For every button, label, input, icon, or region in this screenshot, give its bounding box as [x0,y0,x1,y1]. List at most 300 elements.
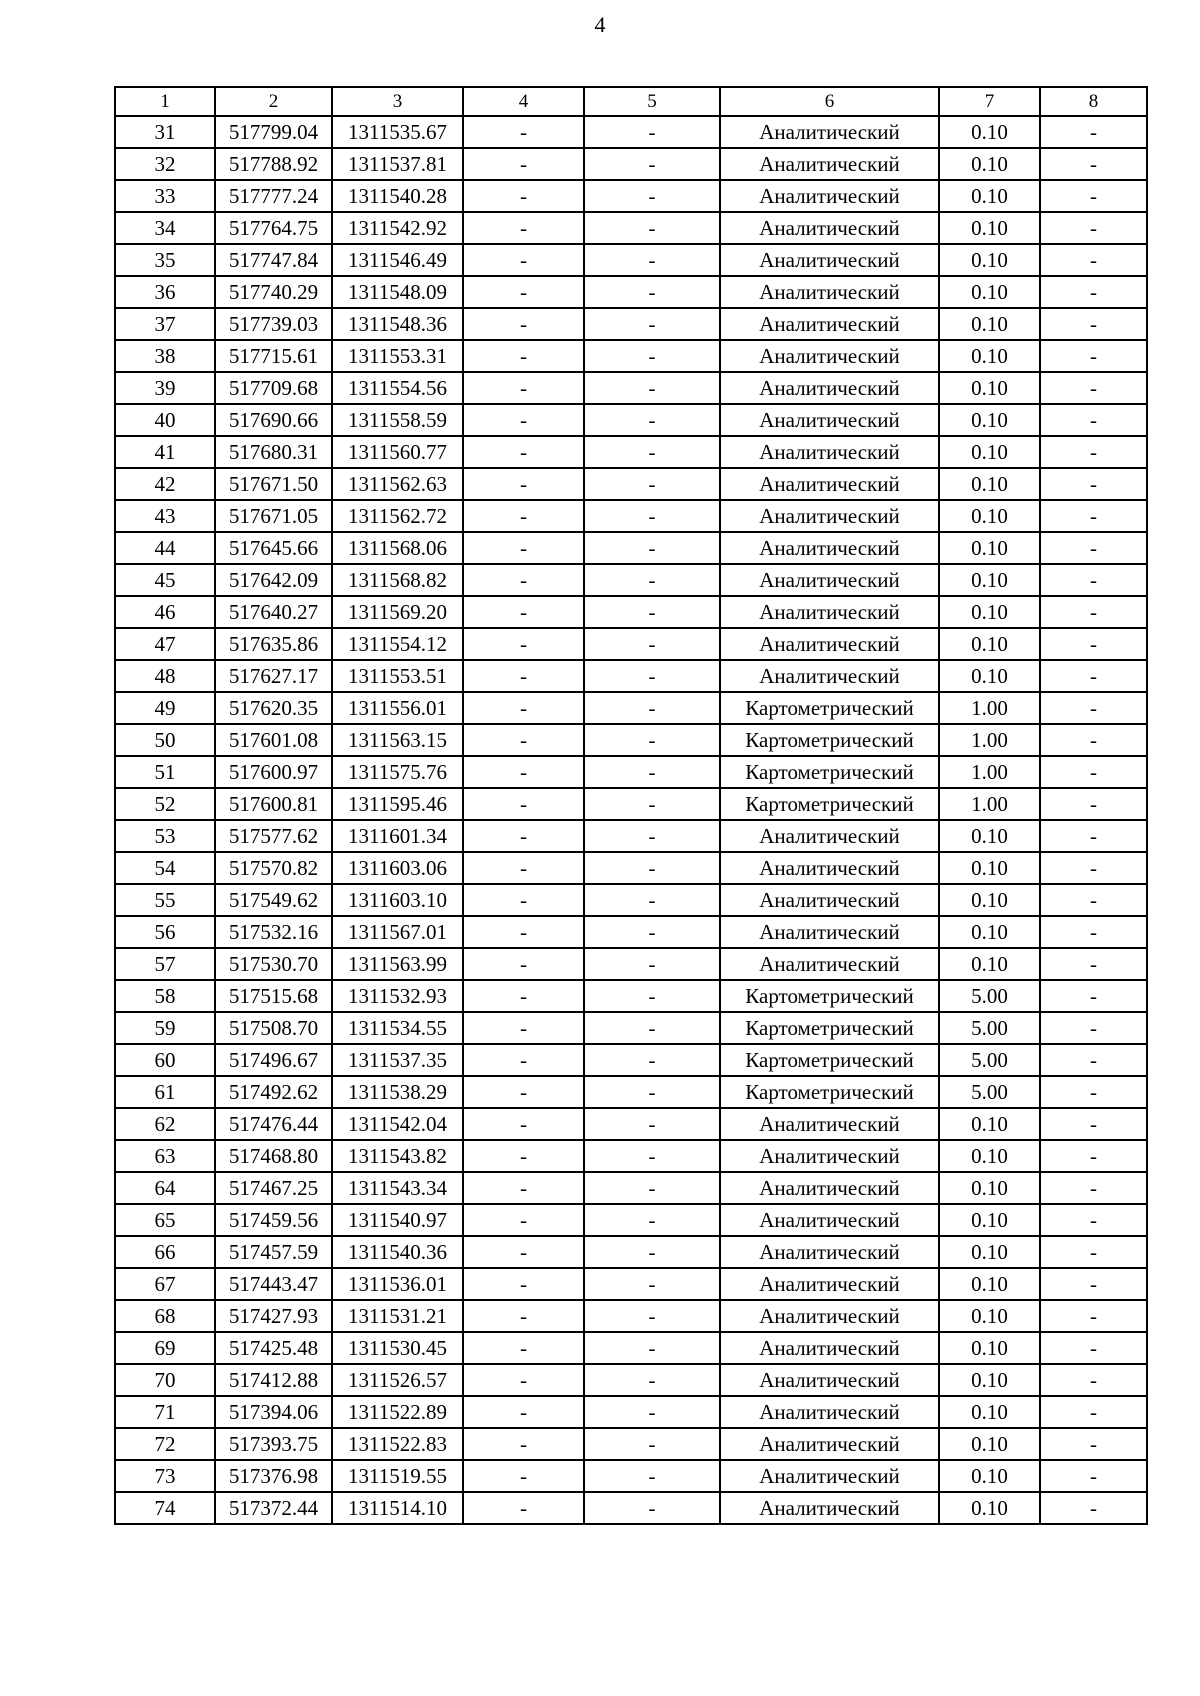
table-row [115,180,1147,212]
column-5-cell: - [584,852,720,884]
point-number-cell: 65 [115,1204,215,1236]
y-coordinate-cell: 1311568.82 [332,564,463,596]
column-4-cell: - [463,724,584,756]
y-coordinate-cell: 1311558.59 [332,404,463,436]
table-row [115,1428,1147,1460]
table-row [115,1236,1147,1268]
point-number-cell: 55 [115,884,215,916]
method-cell: Аналитический [720,148,939,180]
table-row [115,1044,1147,1076]
y-coordinate-cell: 1311603.06 [332,852,463,884]
table-row [115,756,1147,788]
column-5-cell: - [584,148,720,180]
column-5-cell: - [584,916,720,948]
column-8-cell: - [1040,1300,1147,1332]
x-coordinate-cell: 517515.68 [215,980,332,1012]
column-8-cell: - [1040,276,1147,308]
y-coordinate-cell: 1311542.92 [332,212,463,244]
y-coordinate-cell: 1311514.10 [332,1492,463,1524]
x-coordinate-cell: 517740.29 [215,276,332,308]
point-number-cell: 58 [115,980,215,1012]
x-coordinate-cell: 517476.44 [215,1108,332,1140]
x-coordinate-cell: 517492.62 [215,1076,332,1108]
column-4-cell: - [463,1268,584,1300]
y-coordinate-cell: 1311535.67 [332,116,463,148]
accuracy-cell: 0.10 [939,1140,1040,1172]
column-8-cell: - [1040,1364,1147,1396]
column-4-cell: - [463,1204,584,1236]
column-8-cell: - [1040,628,1147,660]
method-cell: Аналитический [720,1236,939,1268]
column-5-cell: - [584,468,720,500]
point-number-cell: 36 [115,276,215,308]
accuracy-cell: 0.10 [939,948,1040,980]
y-coordinate-cell: 1311563.15 [332,724,463,756]
table-row [115,404,1147,436]
method-cell: Аналитический [720,1332,939,1364]
table-row [115,148,1147,180]
table-row [115,1300,1147,1332]
x-coordinate-cell: 517645.66 [215,532,332,564]
y-coordinate-cell: 1311543.34 [332,1172,463,1204]
accuracy-cell: 1.00 [939,724,1040,756]
point-number-cell: 44 [115,532,215,564]
table-row [115,1204,1147,1236]
x-coordinate-cell: 517549.62 [215,884,332,916]
x-coordinate-cell: 517601.08 [215,724,332,756]
y-coordinate-cell: 1311519.55 [332,1460,463,1492]
column-5-cell: - [584,980,720,1012]
table-row [115,660,1147,692]
y-coordinate-cell: 1311553.31 [332,340,463,372]
y-coordinate-cell: 1311568.06 [332,532,463,564]
column-5-cell: - [584,948,720,980]
accuracy-cell: 0.10 [939,1332,1040,1364]
point-number-cell: 53 [115,820,215,852]
table-row [115,1076,1147,1108]
column-5-cell: - [584,372,720,404]
column-8-cell: - [1040,116,1147,148]
column-5-cell: - [584,244,720,276]
column-5-cell: - [584,500,720,532]
column-4-cell: - [463,948,584,980]
column-8-cell: - [1040,852,1147,884]
column-8-cell: - [1040,564,1147,596]
method-cell: Аналитический [720,340,939,372]
point-number-cell: 59 [115,1012,215,1044]
table-row [115,372,1147,404]
point-number-cell: 68 [115,1300,215,1332]
point-number-cell: 67 [115,1268,215,1300]
method-cell: Аналитический [720,116,939,148]
table-row [115,436,1147,468]
column-4-cell: - [463,340,584,372]
column-5-cell: - [584,1204,720,1236]
column-4-cell: - [463,788,584,820]
x-coordinate-cell: 517372.44 [215,1492,332,1524]
column-4-cell: - [463,276,584,308]
x-coordinate-cell: 517530.70 [215,948,332,980]
column-8-cell: - [1040,532,1147,564]
x-coordinate-cell: 517443.47 [215,1268,332,1300]
column-5-cell: - [584,1108,720,1140]
column-8-cell: - [1040,1428,1147,1460]
x-coordinate-cell: 517459.56 [215,1204,332,1236]
column-5-cell: - [584,1364,720,1396]
y-coordinate-cell: 1311562.72 [332,500,463,532]
accuracy-cell: 0.10 [939,820,1040,852]
method-cell: Картометрический [720,1044,939,1076]
y-coordinate-cell: 1311569.20 [332,596,463,628]
x-coordinate-cell: 517640.27 [215,596,332,628]
column-8-cell: - [1040,1044,1147,1076]
y-coordinate-cell: 1311562.63 [332,468,463,500]
y-coordinate-cell: 1311575.76 [332,756,463,788]
accuracy-cell: 0.10 [939,1460,1040,1492]
table-row [115,1140,1147,1172]
column-8-cell: - [1040,404,1147,436]
column-4-cell: - [463,660,584,692]
table-row [115,1492,1147,1524]
method-cell: Аналитический [720,596,939,628]
method-cell: Аналитический [720,1172,939,1204]
column-5-cell: - [584,1172,720,1204]
y-coordinate-cell: 1311543.82 [332,1140,463,1172]
y-coordinate-cell: 1311595.46 [332,788,463,820]
table-row [115,500,1147,532]
column-4-cell: - [463,980,584,1012]
column-5-cell: - [584,340,720,372]
x-coordinate-cell: 517412.88 [215,1364,332,1396]
point-number-cell: 63 [115,1140,215,1172]
accuracy-cell: 0.10 [939,532,1040,564]
column-5-cell: - [584,180,720,212]
column-5-cell: - [584,436,720,468]
accuracy-cell: 0.10 [939,1428,1040,1460]
column-header: 5 [584,87,720,116]
accuracy-cell: 0.10 [939,1268,1040,1300]
column-4-cell: - [463,1300,584,1332]
column-5-cell: - [584,1236,720,1268]
x-coordinate-cell: 517715.61 [215,340,332,372]
x-coordinate-cell: 517427.93 [215,1300,332,1332]
point-number-cell: 45 [115,564,215,596]
point-number-cell: 54 [115,852,215,884]
column-5-cell: - [584,212,720,244]
y-coordinate-cell: 1311531.21 [332,1300,463,1332]
accuracy-cell: 0.10 [939,1172,1040,1204]
method-cell: Аналитический [720,1428,939,1460]
x-coordinate-cell: 517577.62 [215,820,332,852]
column-8-cell: - [1040,1332,1147,1364]
y-coordinate-cell: 1311536.01 [332,1268,463,1300]
accuracy-cell: 5.00 [939,1044,1040,1076]
method-cell: Аналитический [720,244,939,276]
column-8-cell: - [1040,1236,1147,1268]
column-8-cell: - [1040,468,1147,500]
point-number-cell: 31 [115,116,215,148]
column-4-cell: - [463,500,584,532]
column-header: 4 [463,87,584,116]
column-8-cell: - [1040,980,1147,1012]
column-5-cell: - [584,1140,720,1172]
table-row [115,1364,1147,1396]
accuracy-cell: 0.10 [939,276,1040,308]
column-8-cell: - [1040,1396,1147,1428]
x-coordinate-cell: 517635.86 [215,628,332,660]
point-number-cell: 42 [115,468,215,500]
table-row [115,788,1147,820]
point-number-cell: 43 [115,500,215,532]
point-number-cell: 73 [115,1460,215,1492]
table-row [115,1012,1147,1044]
point-number-cell: 34 [115,212,215,244]
y-coordinate-cell: 1311534.55 [332,1012,463,1044]
x-coordinate-cell: 517627.17 [215,660,332,692]
method-cell: Аналитический [720,436,939,468]
column-5-cell: - [584,404,720,436]
point-number-cell: 33 [115,180,215,212]
column-4-cell: - [463,436,584,468]
column-4-cell: - [463,308,584,340]
x-coordinate-cell: 517788.92 [215,148,332,180]
table-row [115,980,1147,1012]
x-coordinate-cell: 517570.82 [215,852,332,884]
method-cell: Аналитический [720,1204,939,1236]
point-number-cell: 74 [115,1492,215,1524]
y-coordinate-cell: 1311560.77 [332,436,463,468]
column-4-cell: - [463,1460,584,1492]
accuracy-cell: 5.00 [939,1076,1040,1108]
coordinates-table [114,86,1148,1525]
point-number-cell: 38 [115,340,215,372]
column-5-cell: - [584,1012,720,1044]
table-row [115,276,1147,308]
method-cell: Аналитический [720,916,939,948]
column-5-cell: - [584,1428,720,1460]
column-8-cell: - [1040,340,1147,372]
column-5-cell: - [584,532,720,564]
table-row [115,468,1147,500]
column-8-cell: - [1040,596,1147,628]
x-coordinate-cell: 517425.48 [215,1332,332,1364]
column-4-cell: - [463,596,584,628]
column-5-cell: - [584,1492,720,1524]
x-coordinate-cell: 517671.05 [215,500,332,532]
accuracy-cell: 0.10 [939,1396,1040,1428]
point-number-cell: 48 [115,660,215,692]
column-8-cell: - [1040,1076,1147,1108]
column-header: 8 [1040,87,1147,116]
accuracy-cell: 5.00 [939,1012,1040,1044]
accuracy-cell: 0.10 [939,1108,1040,1140]
point-number-cell: 64 [115,1172,215,1204]
x-coordinate-cell: 517799.04 [215,116,332,148]
accuracy-cell: 0.10 [939,660,1040,692]
method-cell: Аналитический [720,212,939,244]
column-4-cell: - [463,1492,584,1524]
method-cell: Аналитический [720,532,939,564]
point-number-cell: 66 [115,1236,215,1268]
accuracy-cell: 0.10 [939,340,1040,372]
column-4-cell: - [463,532,584,564]
column-4-cell: - [463,1332,584,1364]
table-header-row [115,87,1147,116]
y-coordinate-cell: 1311537.81 [332,148,463,180]
column-8-cell: - [1040,692,1147,724]
method-cell: Аналитический [720,276,939,308]
column-8-cell: - [1040,1492,1147,1524]
method-cell: Аналитический [720,948,939,980]
x-coordinate-cell: 517394.06 [215,1396,332,1428]
column-8-cell: - [1040,180,1147,212]
column-8-cell: - [1040,820,1147,852]
column-8-cell: - [1040,916,1147,948]
accuracy-cell: 0.10 [939,468,1040,500]
accuracy-cell: 1.00 [939,692,1040,724]
point-number-cell: 40 [115,404,215,436]
column-4-cell: - [463,468,584,500]
column-5-cell: - [584,724,720,756]
point-number-cell: 47 [115,628,215,660]
column-5-cell: - [584,564,720,596]
column-5-cell: - [584,1268,720,1300]
method-cell: Аналитический [720,1268,939,1300]
x-coordinate-cell: 517508.70 [215,1012,332,1044]
column-4-cell: - [463,1364,584,1396]
column-4-cell: - [463,148,584,180]
table-row [115,340,1147,372]
y-coordinate-cell: 1311537.35 [332,1044,463,1076]
table-row [115,116,1147,148]
column-4-cell: - [463,1108,584,1140]
column-8-cell: - [1040,948,1147,980]
column-8-cell: - [1040,1108,1147,1140]
x-coordinate-cell: 517393.75 [215,1428,332,1460]
column-8-cell: - [1040,308,1147,340]
table-row [115,1108,1147,1140]
y-coordinate-cell: 1311567.01 [332,916,463,948]
point-number-cell: 49 [115,692,215,724]
point-number-cell: 61 [115,1076,215,1108]
accuracy-cell: 0.10 [939,884,1040,916]
x-coordinate-cell: 517777.24 [215,180,332,212]
y-coordinate-cell: 1311603.10 [332,884,463,916]
column-4-cell: - [463,1396,584,1428]
method-cell: Картометрический [720,788,939,820]
accuracy-cell: 0.10 [939,596,1040,628]
column-5-cell: - [584,1076,720,1108]
x-coordinate-cell: 517468.80 [215,1140,332,1172]
x-coordinate-cell: 517532.16 [215,916,332,948]
x-coordinate-cell: 517671.50 [215,468,332,500]
y-coordinate-cell: 1311538.29 [332,1076,463,1108]
column-5-cell: - [584,820,720,852]
point-number-cell: 56 [115,916,215,948]
accuracy-cell: 0.10 [939,180,1040,212]
point-number-cell: 46 [115,596,215,628]
column-4-cell: - [463,1044,584,1076]
accuracy-cell: 0.10 [939,404,1040,436]
y-coordinate-cell: 1311553.51 [332,660,463,692]
table-row [115,308,1147,340]
point-number-cell: 62 [115,1108,215,1140]
column-5-cell: - [584,276,720,308]
table-row [115,244,1147,276]
column-8-cell: - [1040,756,1147,788]
column-8-cell: - [1040,436,1147,468]
column-8-cell: - [1040,1012,1147,1044]
column-4-cell: - [463,372,584,404]
page-number: 4 [594,12,606,37]
column-4-cell: - [463,1012,584,1044]
column-8-cell: - [1040,1204,1147,1236]
method-cell: Аналитический [720,1396,939,1428]
column-8-cell: - [1040,660,1147,692]
method-cell: Картометрический [720,1012,939,1044]
x-coordinate-cell: 517600.81 [215,788,332,820]
column-8-cell: - [1040,1268,1147,1300]
column-4-cell: - [463,1076,584,1108]
point-number-cell: 51 [115,756,215,788]
column-4-cell: - [463,916,584,948]
point-number-cell: 69 [115,1332,215,1364]
point-number-cell: 71 [115,1396,215,1428]
x-coordinate-cell: 517600.97 [215,756,332,788]
table-row [115,564,1147,596]
point-number-cell: 57 [115,948,215,980]
column-4-cell: - [463,884,584,916]
method-cell: Аналитический [720,1460,939,1492]
column-8-cell: - [1040,884,1147,916]
accuracy-cell: 1.00 [939,756,1040,788]
column-8-cell: - [1040,1172,1147,1204]
column-header: 6 [720,87,939,116]
x-coordinate-cell: 517739.03 [215,308,332,340]
table-row [115,212,1147,244]
column-4-cell: - [463,244,584,276]
column-8-cell: - [1040,244,1147,276]
column-8-cell: - [1040,372,1147,404]
y-coordinate-cell: 1311540.28 [332,180,463,212]
accuracy-cell: 0.10 [939,148,1040,180]
method-cell: Аналитический [720,308,939,340]
x-coordinate-cell: 517457.59 [215,1236,332,1268]
column-5-cell: - [584,884,720,916]
y-coordinate-cell: 1311548.09 [332,276,463,308]
y-coordinate-cell: 1311540.36 [332,1236,463,1268]
table-row [115,724,1147,756]
table-body [115,87,1147,1524]
table-row [115,692,1147,724]
column-4-cell: - [463,692,584,724]
y-coordinate-cell: 1311546.49 [332,244,463,276]
table-row [115,948,1147,980]
column-header: 2 [215,87,332,116]
accuracy-cell: 0.10 [939,628,1040,660]
column-5-cell: - [584,692,720,724]
column-5-cell: - [584,1396,720,1428]
x-coordinate-cell: 517690.66 [215,404,332,436]
column-5-cell: - [584,660,720,692]
column-5-cell: - [584,1460,720,1492]
column-8-cell: - [1040,212,1147,244]
table-row [115,1396,1147,1428]
y-coordinate-cell: 1311556.01 [332,692,463,724]
y-coordinate-cell: 1311563.99 [332,948,463,980]
point-number-cell: 52 [115,788,215,820]
table-row [115,1172,1147,1204]
